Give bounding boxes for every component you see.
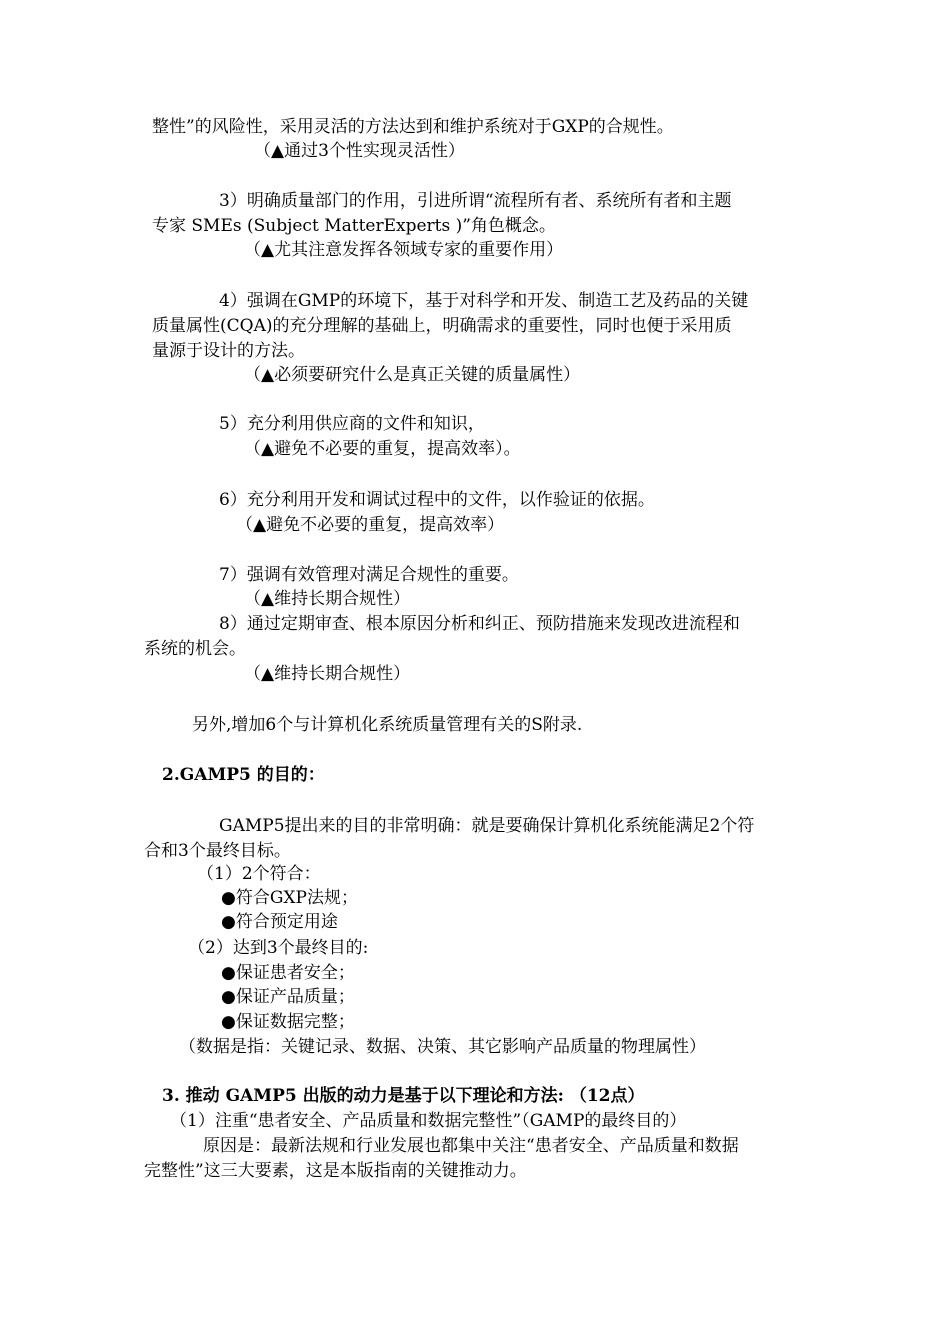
paragraph-line: GAMP5提出来的目的非常明确：就是要确保计算机化系统能满足2个符 <box>219 816 755 836</box>
bullet-item: ●符合GXP法规； <box>221 888 358 908</box>
note-line: （▲尤其注意发挥各领域专家的重要作用） <box>244 240 564 260</box>
list-item: 3）明确质量部门的作用，引进所谓“流程所有者、系统所有者和主题 <box>219 191 732 211</box>
text-line: 完整性”这三大要素，这是本版指南的关键推动力。 <box>144 1161 527 1181</box>
list-item: 8）通过定期审查、根本原因分析和纠正、预防措施来发现改进流程和 <box>219 614 740 634</box>
note-line: （▲必须要研究什么是真正关键的质量属性） <box>244 365 581 385</box>
bullet-item: ●保证数据完整； <box>221 1012 355 1032</box>
note-line: （▲维持长期合规性） <box>244 664 411 684</box>
section-heading: 3. 推动 GAMP5 出版的动力是基于以下理论和方法: （12点） <box>162 1086 645 1106</box>
text-line: 质量属性(CQA)的充分理解的基础上，明确需求的重要性，同时也便于采用质 <box>152 316 732 336</box>
section-heading: 2.GAMP5 的目的： <box>162 765 325 785</box>
note-line: （▲避免不必要的重复，提高效率） <box>236 515 505 535</box>
note-line: （▲通过3个性实现灵活性） <box>254 141 465 161</box>
paragraph-line: 另外,增加6个与计算机化系统质量管理有关的S附录. <box>192 715 583 735</box>
paragraph-line: 原因是：最新法规和行业发展也都集中关注“患者安全、产品质量和数据 <box>203 1136 739 1156</box>
text-line: 量源于设计的方法。 <box>152 341 305 361</box>
list-item: 7）强调有效管理对满足合规性的重要。 <box>219 565 519 585</box>
list-item: 5）充分利用供应商的文件和知识， <box>219 414 485 434</box>
list-item: 6）充分利用开发和调试过程中的文件，以作验证的依据。 <box>219 490 655 510</box>
note-line: （▲避免不必要的重复，提高效率）。 <box>244 439 521 459</box>
text-line: 合和3个最终目标。 <box>144 841 291 861</box>
list-item: 4）强调在GMP的环境下，基于对科学和开发、制造工艺及药品的关键 <box>219 291 749 311</box>
sub-list-heading: （2）达到3个最终目的: <box>188 938 369 958</box>
bullet-item: ●保证患者安全； <box>221 963 355 983</box>
text-line: 专家 SMEs (Subject MatterExperts )”角色概念。 <box>152 216 556 236</box>
note-line: （数据是指：关键记录、数据、决策、其它影响产品质量的物理属性） <box>179 1037 706 1057</box>
sub-list-heading: （1）2个符合： <box>197 864 321 884</box>
text-line: 系统的机会。 <box>144 639 246 659</box>
bullet-item: ●符合预定用途 <box>221 912 338 932</box>
note-line: （▲维持长期合规性） <box>244 589 411 609</box>
text-line: 整性”的风险性，采用灵活的方法达到和维护系统对于GXP的合规性。 <box>152 117 674 137</box>
sub-list-heading: （1）注重“患者安全、产品质量和数据完整性”（GAMP的最终目的） <box>170 1111 687 1131</box>
bullet-item: ●保证产品质量； <box>221 987 355 1007</box>
